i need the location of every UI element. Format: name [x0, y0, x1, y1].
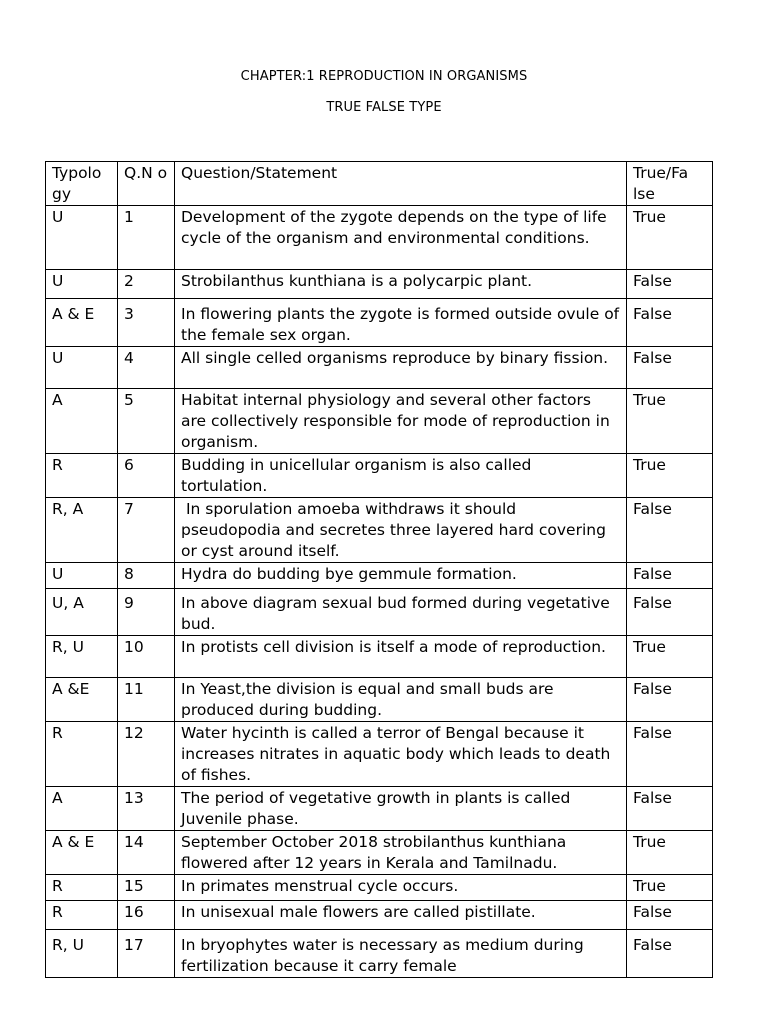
cell-qno: 11: [118, 678, 175, 722]
cell-typology: A: [46, 389, 118, 454]
cell-typology: U: [46, 563, 118, 589]
cell-answer: False: [627, 563, 713, 589]
cell-typology: A & E: [46, 831, 118, 875]
cell-qno: 13: [118, 787, 175, 831]
cell-question: Strobilanthus kunthiana is a polycarpic plant.: [175, 270, 627, 299]
page-subtitle: TRUE FALSE TYPE: [326, 100, 442, 115]
cell-typology: R: [46, 875, 118, 901]
cell-question: The period of vegetative growth in plants is called Juvenile phase.: [175, 787, 627, 831]
cell-typology: R: [46, 901, 118, 930]
cell-question: In bryophytes water is necessary as medium during fertilization because it carry female: [175, 930, 627, 978]
table-row: [46, 270, 713, 299]
cell-answer: False: [627, 787, 713, 831]
cell-qno: 8: [118, 563, 175, 589]
table-row: [46, 901, 713, 930]
cell-qno: 10: [118, 636, 175, 678]
cell-answer: True: [627, 831, 713, 875]
cell-qno: 1: [118, 206, 175, 270]
cell-answer: False: [627, 678, 713, 722]
cell-qno: 9: [118, 589, 175, 636]
cell-answer: False: [627, 498, 713, 563]
table-row: [46, 206, 713, 270]
cell-typology: A &E: [46, 678, 118, 722]
table-row: [46, 678, 713, 722]
cell-question: In primates menstrual cycle occurs.: [175, 875, 627, 901]
cell-typology: A & E: [46, 299, 118, 347]
cell-answer: True: [627, 454, 713, 498]
cell-question: Water hycinth is called a terror of Bengal because it increases nitrates in aquatic body which leads to death of fishes.: [175, 722, 627, 787]
cell-answer: False: [627, 589, 713, 636]
cell-answer: True: [627, 389, 713, 454]
cell-question: Hydra do budding bye gemmule formation.: [175, 563, 627, 589]
table-row: [46, 389, 713, 454]
cell-question: All single celled organisms reproduce by binary fission.: [175, 347, 627, 389]
cell-qno: 12: [118, 722, 175, 787]
table-row: [46, 563, 713, 589]
cell-question: In protists cell division is itself a mode of reproduction.: [175, 636, 627, 678]
cell-question: In above diagram sexual bud formed during vegetative bud.: [175, 589, 627, 636]
header-question: Question/Statement: [175, 162, 627, 206]
table-row: [46, 787, 713, 831]
header-qno: Q.N o: [118, 162, 175, 206]
cell-qno: 17: [118, 930, 175, 978]
page-title: CHAPTER:1 REPRODUCTION IN ORGANISMS: [240, 69, 528, 84]
table-row: [46, 875, 713, 901]
cell-qno: 2: [118, 270, 175, 299]
table-header-row: [46, 162, 713, 206]
cell-typology: U: [46, 347, 118, 389]
cell-qno: 5: [118, 389, 175, 454]
true-false-table: [45, 161, 713, 978]
cell-typology: R: [46, 454, 118, 498]
cell-qno: 16: [118, 901, 175, 930]
cell-question: In unisexual male flowers are called pistillate.: [175, 901, 627, 930]
cell-question: In sporulation amoeba withdraws it should pseudopodia and secretes three layered hard covering or cyst around itself.: [175, 498, 627, 563]
cell-question: Habitat internal physiology and several other factors are collectively responsible for mode of reproduction in organism.: [175, 389, 627, 454]
cell-question: In Yeast,the division is equal and small buds are produced during budding.: [175, 678, 627, 722]
cell-answer: False: [627, 299, 713, 347]
cell-typology: U, A: [46, 589, 118, 636]
cell-qno: 6: [118, 454, 175, 498]
cell-question: Budding in unicellular organism is also called tortulation.: [175, 454, 627, 498]
cell-qno: 3: [118, 299, 175, 347]
cell-answer: False: [627, 930, 713, 978]
cell-qno: 15: [118, 875, 175, 901]
table-row: [46, 930, 713, 978]
table-row: [46, 589, 713, 636]
header-answer: True/Fa lse: [627, 162, 713, 206]
table-row: [46, 454, 713, 498]
cell-answer: False: [627, 722, 713, 787]
cell-answer: False: [627, 270, 713, 299]
cell-typology: R, U: [46, 930, 118, 978]
cell-answer: True: [627, 875, 713, 901]
cell-qno: 7: [118, 498, 175, 563]
cell-question: Development of the zygote depends on the type of life cycle of the organism and environmental conditions.: [175, 206, 627, 270]
cell-answer: True: [627, 636, 713, 678]
table-row: [46, 498, 713, 563]
cell-answer: True: [627, 206, 713, 270]
cell-typology: R, A: [46, 498, 118, 563]
cell-typology: U: [46, 270, 118, 299]
cell-typology: R, U: [46, 636, 118, 678]
cell-qno: 14: [118, 831, 175, 875]
table-row: [46, 636, 713, 678]
table-row: [46, 722, 713, 787]
cell-question: In flowering plants the zygote is formed outside ovule of the female sex organ.: [175, 299, 627, 347]
cell-qno: 4: [118, 347, 175, 389]
header-typology: Typolo gy: [46, 162, 118, 206]
table-row: [46, 299, 713, 347]
cell-typology: U: [46, 206, 118, 270]
cell-answer: False: [627, 901, 713, 930]
table-row: [46, 347, 713, 389]
cell-answer: False: [627, 347, 713, 389]
cell-typology: A: [46, 787, 118, 831]
cell-typology: R: [46, 722, 118, 787]
cell-question: September October 2018 strobilanthus kunthiana flowered after 12 years in Kerala and Tamilnadu.: [175, 831, 627, 875]
table-row: [46, 831, 713, 875]
